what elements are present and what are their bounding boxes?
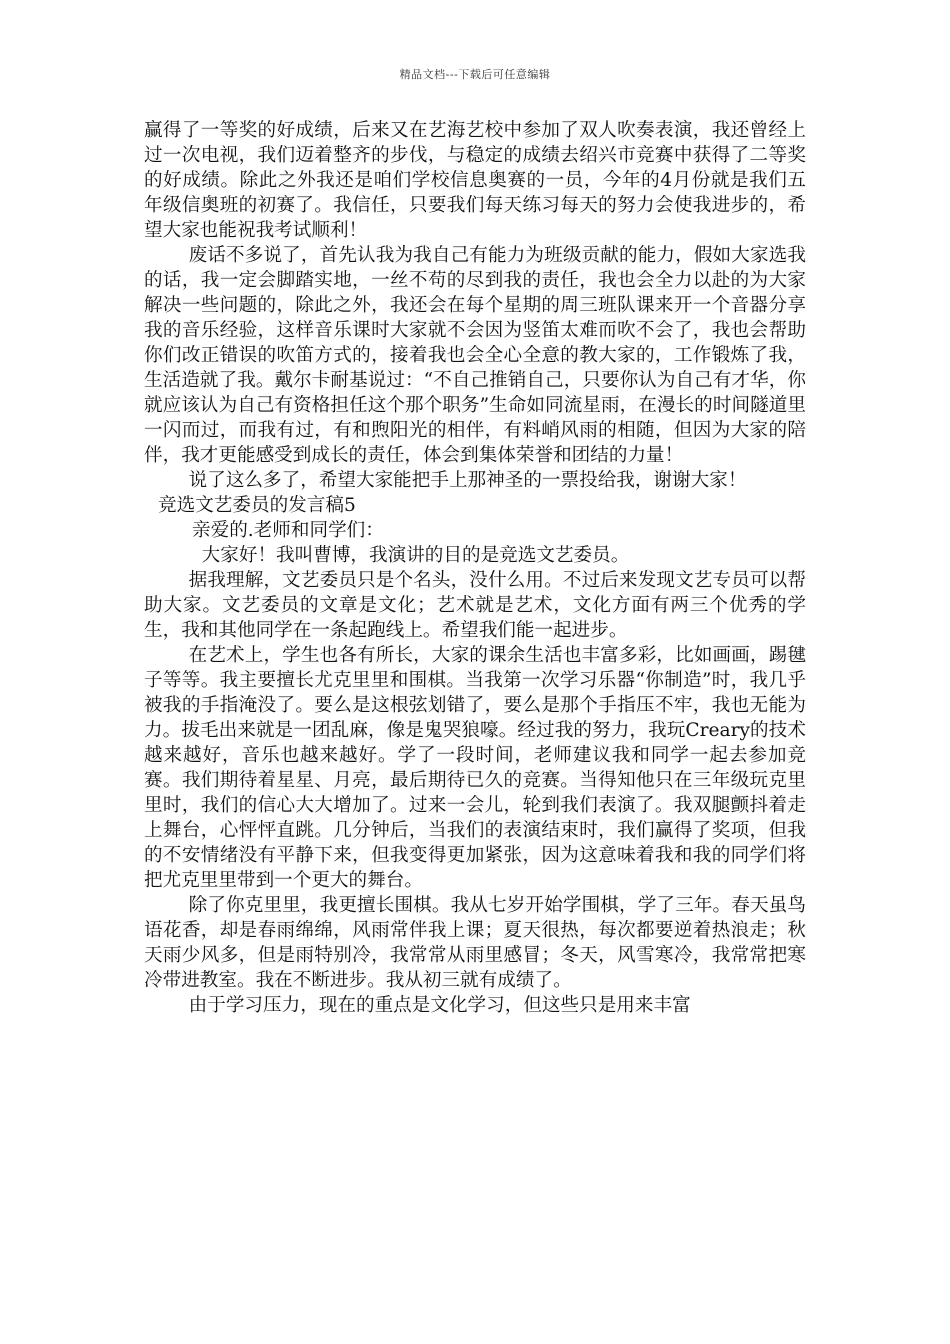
paragraph-go-chess: 除了你克里里，我更擅长围棋。我从七岁开始学围棋，学了三年。春天虽鸟语花香，却是春雨绵绵，风雨常伴我上课；夏天很热，每次都要逆着热浪走；秋天雨少风多，但是雨特别冷，我常常从雨里感冒；冬天，风雪寒冷，我常常把寒冷带进教室。我在不断进步。我从初三就有成绩了。 [144,895,806,991]
paragraph-pledge: 废话不多说了，首先认我为我自己有能力为班级贡献的能力，假如大家选我的话，我一定会脚踏实地，一丝不苟的尽到我的责任，我也会全力以赴的为大家解决一些问题的，除此之外，我还会在每个星期的周三班队课来开一个音器分享我的音乐经验，这样音乐课时大家就不会因为竖笛太难而吹不会了，我也会帮助你们改正错误的吹笛方式的，接着我也会全心全意的教大家的，工作锻炼了我，生活造就了我。戴尔卡耐基说过：“不自己推销自己，只要你认为自己有才华，你就应该认为自己有资格担任这个那个职务”生命如同流星雨，在漫长的时间隧道里一闪而过，而我有过，有和煦阳光的相伴，有料峭风雨的相随，但因为大家的陪伴，我才更能感受到成长的责任，体会到集体荣誉和团结的力量！ [144,245,806,466]
document-body [144,118,806,1018]
paragraph-arts: 在艺术上，学生也各有所长，大家的课余生活也丰富多彩，比如画画，踢毽子等等。我主要擅长尤克里里和围棋。当我第一次学习乐器“你制造”时，我几乎被我的手指淹没了。要么是这根弦划错了，要么是那个手指压不牢，我也无能为力。拔毛出来就是一团乱麻，像是鬼哭狼嚎。经过我的努力，我玩Creary的技术越来越好，音乐也越来越好。学了一段时间，老师建议我和同学一起去参加竞赛。我们期待着星星、月亮，最后期待已久的竞赛。当得知他只在三年级玩克里里时，我们的信心大大增加了。过来一会儿，轮到我们表演了。我双腿颤抖着走上舞台，心怦怦直跳。几分钟后，当我们的表演结束时，我们赢得了奖项，但我的不安情绪没有平静下来，但我变得更加紧张，因为这意味着我和我的同学们将把尤克里里带到一个更大的舞台。 [144,645,806,891]
paragraph-greeting: 大家好！我叫曹博，我演讲的目的是竞选文艺委员。 [201,545,630,566]
paragraph-study: 由于学习压力，现在的重点是文化学习，但这些只是用来丰富 [188,995,691,1016]
salutation: 亲爱的.老师和同学们： [192,520,384,541]
page-header: 精品文档---下载后可任意编辑 [399,68,551,81]
section-heading: 竞选文艺委员的发言稿5 [158,495,356,516]
paragraph-closing: 说了这么多了，希望大家能把手上那神圣的一票投给我，谢谢大家！ [188,470,747,491]
paragraph-understanding: 据我理解，文艺委员只是个名头，没什么用。不过后来发现文艺专员可以帮助大家。文艺委员的文章是文化；艺术就是艺术，文化方面有两三个优秀的学生，我和其他同学在一条起跑线上。希望我们能一起进步。 [144,570,806,641]
paragraph-continuation: 赢得了一等奖的好成绩，后来又在艺海艺校中参加了双人吹奏表演，我还曾经上过一次电视，我们迈着整齐的步伐，与稳定的成绩去绍兴市竞赛中获得了二等奖的好成绩。除此之外我还是咱们学校信息奥赛的一员，今年的4月份就是我们五年级信奥班的初赛了。我信任，只要我们每天练习每天的努力会使我进步的，希望大家也能祝我考试顺利！ [144,120,806,241]
